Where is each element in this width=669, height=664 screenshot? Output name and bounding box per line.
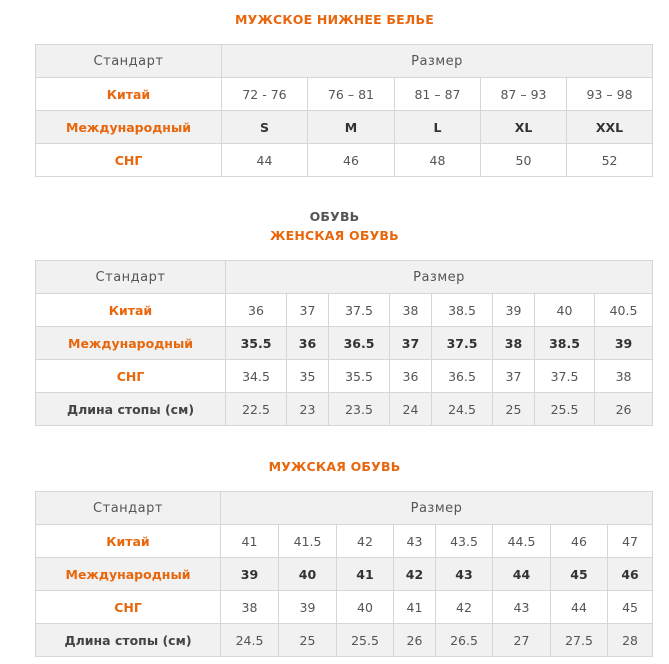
table-cell: 52 — [567, 144, 653, 177]
table-cell: 35.5 — [329, 360, 390, 393]
table-cell: 36.5 — [432, 360, 493, 393]
table-cell: 24 — [390, 393, 432, 426]
table-cell: 46 — [551, 525, 608, 558]
table-cell: 45 — [608, 591, 653, 624]
table-cell: 35.5 — [226, 327, 287, 360]
row-label-international: Международный — [36, 558, 221, 591]
table-cell: 40 — [535, 294, 595, 327]
underwear-size-table — [35, 44, 653, 177]
table-cell: 38 — [221, 591, 279, 624]
table-cell: 23 — [287, 393, 329, 426]
table-cell: 26 — [394, 624, 436, 657]
table-cell: 47 — [608, 525, 653, 558]
row-label-international: Международный — [36, 327, 226, 360]
row-label-cis: СНГ — [36, 144, 222, 177]
table-cell: XL — [481, 111, 567, 144]
table-cell: 37 — [287, 294, 329, 327]
table-cell: 42 — [337, 525, 394, 558]
shoes-title: ОБУВЬ — [309, 209, 360, 224]
row-label-china: Китай — [36, 294, 226, 327]
table-row — [36, 558, 653, 591]
row-label-cis: СНГ — [36, 591, 221, 624]
table-cell: 42 — [394, 558, 436, 591]
row-label-foot-length: Длина стопы (см) — [36, 393, 226, 426]
table-cell: 27.5 — [551, 624, 608, 657]
table-cell: 25 — [279, 624, 337, 657]
men-shoes-size-table — [35, 491, 653, 657]
table-cell: 36.5 — [329, 327, 390, 360]
table-cell: 48 — [395, 144, 481, 177]
table-cell: 93 – 98 — [567, 78, 653, 111]
table-cell: 38 — [493, 327, 535, 360]
table-cell: 37.5 — [329, 294, 390, 327]
table-cell: 76 – 81 — [308, 78, 395, 111]
table-cell: 38.5 — [535, 327, 595, 360]
table-cell: 41.5 — [279, 525, 337, 558]
table-row — [36, 393, 653, 426]
table-cell: 26 — [595, 393, 653, 426]
table-row — [36, 360, 653, 393]
table-cell: 38 — [595, 360, 653, 393]
table-cell: 46 — [308, 144, 395, 177]
table-cell: 39 — [221, 558, 279, 591]
table-row — [36, 78, 653, 111]
table-cell: 42 — [436, 591, 493, 624]
table-cell: 37.5 — [535, 360, 595, 393]
row-label-international: Международный — [36, 111, 222, 144]
table-cell: M — [308, 111, 395, 144]
size-header: Размер — [226, 261, 653, 294]
table-cell: 24.5 — [221, 624, 279, 657]
table-cell: 44.5 — [493, 525, 551, 558]
table-cell: 41 — [221, 525, 279, 558]
table-cell: 43 — [436, 558, 493, 591]
table-cell: 43 — [394, 525, 436, 558]
underwear-title: МУЖСКОЕ НИЖНЕЕ БЕЛЬЕ — [235, 12, 434, 27]
table-cell: 22.5 — [226, 393, 287, 426]
table-cell: L — [395, 111, 481, 144]
table-cell: 81 – 87 — [395, 78, 481, 111]
table-cell: 35 — [287, 360, 329, 393]
table-cell: 36 — [226, 294, 287, 327]
table-cell: 38.5 — [432, 294, 493, 327]
table-cell: 39 — [279, 591, 337, 624]
table-row — [36, 294, 653, 327]
table-cell: 39 — [595, 327, 653, 360]
table-row — [36, 591, 653, 624]
row-label-foot-length: Длина стопы (см) — [36, 624, 221, 657]
table-cell: 25.5 — [337, 624, 394, 657]
table-cell: 26.5 — [436, 624, 493, 657]
table-cell: 23.5 — [329, 393, 390, 426]
table-cell: 27 — [493, 624, 551, 657]
table-cell: 43.5 — [436, 525, 493, 558]
table-cell: 44 — [551, 591, 608, 624]
table-cell: 25 — [493, 393, 535, 426]
table-row — [36, 327, 653, 360]
table-cell: 41 — [337, 558, 394, 591]
size-header: Размер — [222, 45, 653, 78]
row-label-cis: СНГ — [36, 360, 226, 393]
table-cell: 39 — [493, 294, 535, 327]
table-row — [36, 144, 653, 177]
table-cell: 28 — [608, 624, 653, 657]
table-cell: 37 — [390, 327, 432, 360]
table-cell: 36 — [287, 327, 329, 360]
women-shoes-title: ЖЕНСКАЯ ОБУВЬ — [270, 228, 399, 243]
standard-header: Стандарт — [36, 492, 221, 525]
table-cell: 36 — [390, 360, 432, 393]
table-cell: 44 — [493, 558, 551, 591]
table-cell: 40.5 — [595, 294, 653, 327]
men-shoes-title: МУЖСКАЯ ОБУВЬ — [268, 459, 401, 474]
table-row — [36, 525, 653, 558]
table-cell: 50 — [481, 144, 567, 177]
row-label-china: Китай — [36, 78, 222, 111]
row-label-china: Китай — [36, 525, 221, 558]
table-cell: 37 — [493, 360, 535, 393]
table-row — [36, 111, 653, 144]
table-cell: S — [222, 111, 308, 144]
table-cell: 43 — [493, 591, 551, 624]
standard-header: Стандарт — [36, 45, 222, 78]
table-cell: 38 — [390, 294, 432, 327]
table-cell: 37.5 — [432, 327, 493, 360]
table-cell: 25.5 — [535, 393, 595, 426]
table-cell: 40 — [337, 591, 394, 624]
table-cell: 87 – 93 — [481, 78, 567, 111]
women-shoes-size-table — [35, 260, 653, 426]
table-cell: 44 — [222, 144, 308, 177]
table-cell: 72 - 76 — [222, 78, 308, 111]
table-cell: 34.5 — [226, 360, 287, 393]
table-cell: 41 — [394, 591, 436, 624]
table-cell: 46 — [608, 558, 653, 591]
table-cell: 40 — [279, 558, 337, 591]
table-cell: 45 — [551, 558, 608, 591]
table-row — [36, 624, 653, 657]
table-cell: XXL — [567, 111, 653, 144]
size-header: Размер — [221, 492, 653, 525]
standard-header: Стандарт — [36, 261, 226, 294]
table-cell: 24.5 — [432, 393, 493, 426]
